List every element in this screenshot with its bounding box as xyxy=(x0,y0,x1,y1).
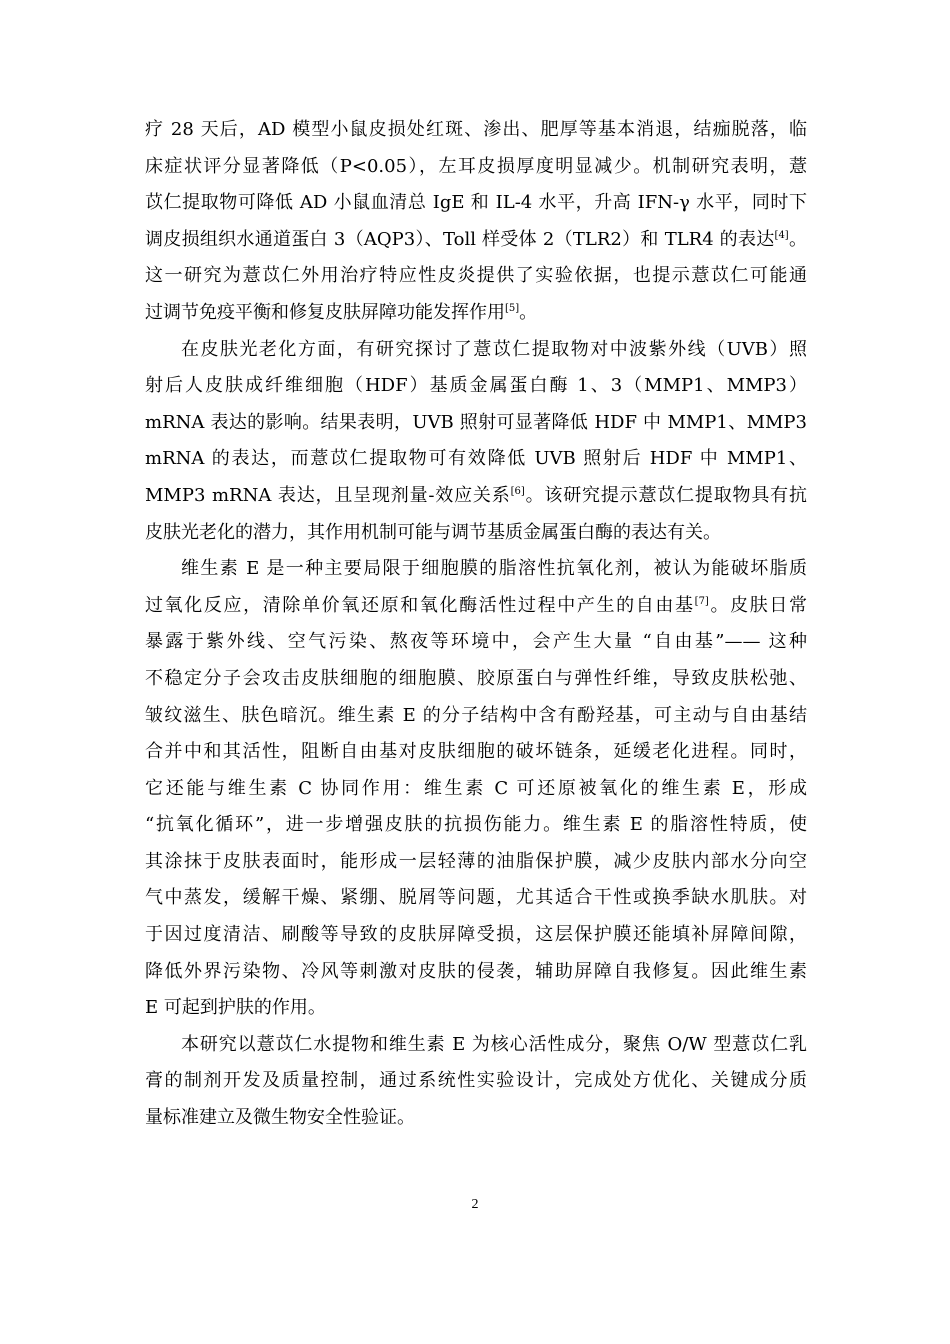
text-run: 床症状评分显著降低（P<0.05），左耳皮损厚度明显减少。机制研究表明，薏 xyxy=(145,155,807,177)
text-run: 暴露于紫外线、空气污染、熬夜等环境中，会产生大量 “自由基”—— 这种 xyxy=(145,631,807,653)
text-line xyxy=(145,734,807,771)
text-run: 气中蒸发，缓解干燥、紧绷、脱屑等问题，尤其适合干性或换季缺水肌肤。对 xyxy=(145,887,807,909)
text-line xyxy=(145,332,807,369)
text-line xyxy=(145,624,807,661)
text-line xyxy=(145,917,807,954)
text-run: 苡仁提取物可降低 AD 小鼠血清总 IgE 和 IL-4 水平，升高 IFN-γ 水平，同时下 xyxy=(145,192,807,214)
text-line xyxy=(145,405,807,442)
text-run: MMP3 mRNA 表达，且呈现剂量-效应关系 xyxy=(145,484,511,506)
text-line xyxy=(145,1100,807,1137)
text-line xyxy=(145,588,807,625)
text-run: 皮肤光老化的潜力，其作用机制可能与调节基质金属蛋白酶的表达有关。 xyxy=(145,521,721,543)
text-run: 调皮损组织水通道蛋白 3（AQP3）、Toll 样受体 2（TLR2）和 TLR4 的表达 xyxy=(145,228,775,250)
text-run: 其涂抹于皮肤表面时，能形成一层轻薄的油脂保护膜，减少皮肤内部水分向空 xyxy=(145,850,807,872)
text-line xyxy=(145,990,807,1027)
page-number: 2 xyxy=(471,1197,479,1212)
text-line xyxy=(145,185,807,222)
text-line xyxy=(145,478,807,515)
text-run: 量标准建立及微生物安全性验证。 xyxy=(145,1107,415,1129)
citation-reference: [6] xyxy=(510,485,525,497)
citation-reference: [5] xyxy=(505,302,520,314)
text-run: mRNA 表达的影响。结果表明，UVB 照射可显著降低 HDF 中 MMP1、MMP3 xyxy=(145,411,807,433)
text-line xyxy=(145,954,807,991)
text-line xyxy=(145,258,807,295)
text-run: 皱纹滋生、肤色暗沉。维生素 E 的分子结构中含有酚羟基，可主动与自由基结 xyxy=(145,704,807,726)
text-run: 膏的制剂开发及质量控制，通过系统性实验设计，完成处方优化、关键成分质 xyxy=(145,1070,807,1092)
body-text xyxy=(145,112,807,1137)
text-run: 它还能与维生素 C 协同作用：维生素 C 可还原被氧化的维生素 E，形成 xyxy=(145,777,807,799)
text-line xyxy=(145,112,807,149)
text-run: 降低外界污染物、冷风等刺激对皮肤的侵袭，辅助屏障自我修复。因此维生素 xyxy=(145,960,807,982)
text-run: 维生素 E 是一种主要局限于细胞膜的脂溶性抗氧化剂，被认为能破坏脂质 xyxy=(181,558,807,580)
text-run: 。 xyxy=(519,301,538,323)
text-line xyxy=(145,222,807,259)
text-run: 过调节免疫平衡和修复皮肤屏障功能发挥作用 xyxy=(145,301,505,323)
text-line xyxy=(145,807,807,844)
text-run: “抗氧化循环”，进一步增强皮肤的抗损伤能力。维生素 E 的脂溶性特质，使 xyxy=(145,814,807,836)
text-line xyxy=(145,149,807,186)
text-run: 合并中和其活性，阻断自由基对皮肤细胞的破坏链条，延缓老化进程。同时， xyxy=(145,741,807,763)
text-line xyxy=(145,661,807,698)
text-run: 于因过度清洁、刷酸等导致的皮肤屏障受损，这层保护膜还能填补屏障间隙， xyxy=(145,924,807,946)
text-run: 本研究以薏苡仁水提物和维生素 E 为核心活性成分，聚焦 O/W 型薏苡仁乳 xyxy=(181,1033,807,1055)
text-run: 射后人皮肤成纤维细胞（HDF）基质金属蛋白酶 1、3（MMP1、MMP3） xyxy=(145,375,807,397)
text-run: 这一研究为薏苡仁外用治疗特应性皮炎提供了实验依据，也提示薏苡仁可能通 xyxy=(145,265,807,287)
text-run: 。该研究提示薏苡仁提取物具有抗 xyxy=(524,484,807,506)
text-line xyxy=(145,368,807,405)
text-run: mRNA 的表达，而薏苡仁提取物可有效降低 UVB 照射后 HDF 中 MMP1、 xyxy=(145,448,807,470)
text-run: E 可起到护肤的作用。 xyxy=(145,997,326,1019)
text-run: 不稳定分子会攻击皮肤细胞的细胞膜、胶原蛋白与弹性纤维，导致皮肤松弛、 xyxy=(145,667,807,689)
citation-reference: [4] xyxy=(774,229,789,241)
text-line xyxy=(145,551,807,588)
text-run: 。皮肤日常 xyxy=(708,594,807,616)
text-line xyxy=(145,1027,807,1064)
text-line xyxy=(145,771,807,808)
text-line xyxy=(145,880,807,917)
text-run: 。 xyxy=(788,228,808,250)
text-line xyxy=(145,844,807,881)
text-run: 疗 28 天后，AD 模型小鼠皮损处红斑、渗出、肥厚等基本消退，结痂脱落，临 xyxy=(145,119,807,140)
text-line xyxy=(145,441,807,478)
text-line xyxy=(145,515,807,552)
text-run: 过氧化反应，清除单价氧还原和氧化酶活性过程中产生的自由基 xyxy=(145,594,695,616)
citation-reference: [7] xyxy=(694,595,709,607)
text-line xyxy=(145,698,807,735)
text-line xyxy=(145,295,807,332)
text-run: 在皮肤光老化方面，有研究探讨了薏苡仁提取物对中波紫外线（UVB）照 xyxy=(181,338,807,360)
text-line xyxy=(145,1063,807,1100)
